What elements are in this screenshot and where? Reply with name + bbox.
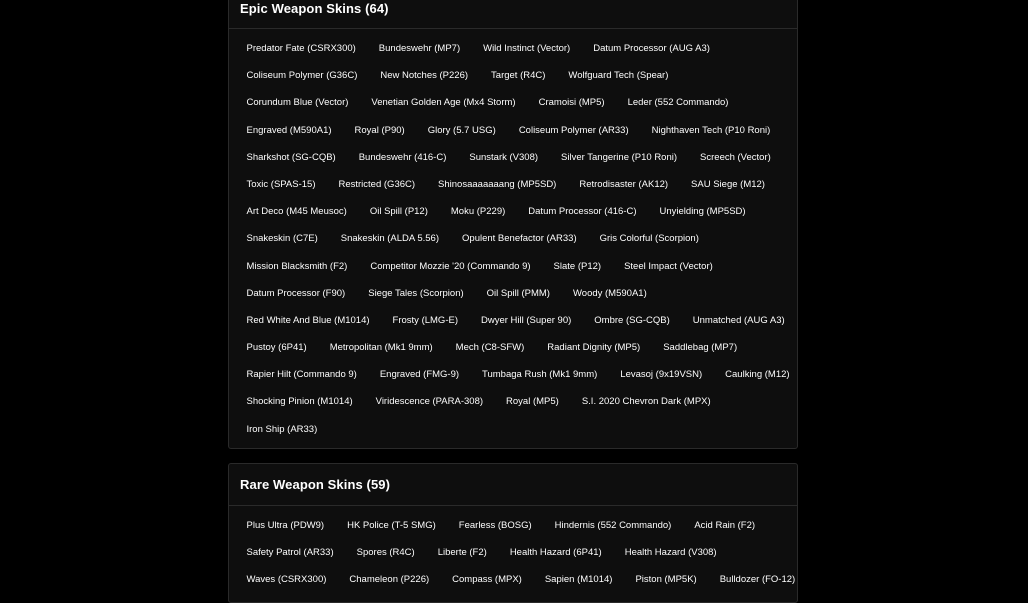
- epic-skin-item[interactable]: Saddlebag (MP7): [663, 342, 738, 354]
- epic-skin-item[interactable]: Dwyer Hill (Super 90): [481, 314, 572, 326]
- epic-skin-item[interactable]: Venetian Golden Age (Mx4 Storm): [371, 97, 516, 109]
- epic-skin-item[interactable]: Steel Impact (Vector): [624, 260, 713, 272]
- rare-skin-item[interactable]: Hindernis (552 Commando): [554, 520, 672, 531]
- rare-skin-item[interactable]: Plus Ultra (PDW9): [246, 520, 325, 531]
- epic-skin-item[interactable]: Rapier Hilt (Commando 9): [246, 369, 357, 381]
- epic-skin-row: [229, 117, 797, 144]
- epic-skin-row: [229, 144, 797, 171]
- epic-skin-row: [229, 253, 797, 280]
- epic-skin-item[interactable]: Royal (P90): [354, 124, 405, 136]
- rare-skin-item[interactable]: Sapien (M1014): [544, 574, 613, 586]
- epic-skin-item[interactable]: Retrodisaster (AK12): [579, 178, 669, 190]
- rare-skin-row: [229, 539, 797, 566]
- rare-skin-item[interactable]: HK Police (T-5 SMG): [347, 520, 436, 531]
- epic-skin-item[interactable]: Datum Processor (416-C): [528, 206, 637, 218]
- rare-skin-item[interactable]: Fearless (BOSG): [458, 520, 532, 531]
- rare-skin-item[interactable]: Piston (MP5K): [635, 574, 697, 586]
- epic-skins-header: [229, 0, 797, 29]
- epic-skin-item[interactable]: Coliseum Polymer (G36C): [246, 70, 358, 82]
- epic-skin-item[interactable]: Coliseum Polymer (AR33): [518, 124, 629, 136]
- epic-skin-item[interactable]: Bundeswehr (MP7): [378, 43, 461, 54]
- epic-skin-item[interactable]: Radiant Dignity (MP5): [547, 342, 641, 354]
- epic-skin-item[interactable]: Red White And Blue (M1014): [246, 314, 370, 326]
- epic-skin-item[interactable]: Viridescence (PARA-308): [375, 396, 484, 408]
- rare-skins-title: Rare Weapon Skins (59): [240, 477, 391, 492]
- epic-skin-row: [229, 35, 797, 62]
- rare-skin-item[interactable]: Health Hazard (V308): [624, 547, 717, 559]
- epic-skin-row: [229, 388, 797, 415]
- epic-skin-row: [229, 416, 797, 443]
- epic-skin-item[interactable]: Sharkshot (SG-CQB): [246, 151, 336, 163]
- epic-skin-item[interactable]: Tumbaga Rush (Mk1 9mm): [482, 369, 598, 381]
- epic-skin-row: [229, 171, 797, 198]
- epic-skin-item[interactable]: Mech (C8-SFW): [455, 342, 525, 354]
- rare-skin-item[interactable]: Chameleon (P226): [349, 574, 430, 586]
- rare-skin-row: [229, 512, 797, 539]
- epic-skin-item[interactable]: Gris Colorful (Scorpion): [599, 233, 699, 245]
- epic-skin-row: [229, 361, 797, 388]
- epic-skin-row: [229, 62, 797, 89]
- epic-skin-item[interactable]: Restricted (G36C): [338, 178, 416, 190]
- epic-skin-row: [229, 89, 797, 116]
- epic-skin-row: [229, 280, 797, 307]
- epic-skin-item[interactable]: Metropolitan (Mk1 9mm): [329, 342, 433, 354]
- rare-skin-item[interactable]: Bulldozer (FO-12): [719, 574, 796, 586]
- epic-skin-item[interactable]: Royal (MP5): [506, 396, 559, 408]
- rare-skins-list: [229, 512, 797, 594]
- rare-skin-item[interactable]: Acid Rain (F2): [694, 520, 756, 531]
- epic-skin-item[interactable]: Pustoy (6P41): [246, 342, 307, 354]
- rare-skin-item[interactable]: Health Hazard (6P41): [509, 547, 602, 559]
- epic-skins-list: [229, 35, 797, 443]
- epic-skin-item[interactable]: Datum Processor (F90): [246, 287, 346, 299]
- epic-skins-title: Epic Weapon Skins (64): [240, 1, 389, 16]
- epic-skin-item[interactable]: Predator Fate (CSRX300): [246, 43, 356, 54]
- epic-skin-item[interactable]: Opulent Benefactor (AR33): [462, 233, 577, 245]
- epic-skin-item[interactable]: Levasoj (9x19VSN): [620, 369, 703, 381]
- epic-skin-row: [229, 198, 797, 225]
- epic-skin-item[interactable]: Wolfguard Tech (Spear): [568, 70, 669, 82]
- epic-skin-item[interactable]: Screech (Vector): [700, 151, 771, 163]
- epic-skin-item[interactable]: Cramoisi (MP5): [538, 97, 605, 109]
- epic-skin-item[interactable]: Datum Processor (AUG A3): [593, 43, 710, 54]
- rare-skin-item[interactable]: Liberte (F2): [437, 547, 487, 559]
- epic-skin-item[interactable]: Corundum Blue (Vector): [246, 97, 349, 109]
- epic-skin-item[interactable]: Bundeswehr (416-C): [358, 151, 447, 163]
- epic-skin-item[interactable]: Wild Instinct (Vector): [483, 43, 571, 54]
- epic-skin-item[interactable]: Leder (552 Commando): [627, 97, 729, 109]
- rare-skins-header: [229, 464, 797, 506]
- epic-skin-item[interactable]: Ombre (SG-CQB): [594, 314, 670, 326]
- epic-skin-item[interactable]: Unmatched (AUG A3): [692, 314, 785, 326]
- epic-skin-item[interactable]: Siege Tales (Scorpion): [368, 287, 464, 299]
- epic-skin-item[interactable]: Competitor Mozzie '20 (Commando 9): [370, 260, 531, 272]
- epic-skin-item[interactable]: Shinosaaaaaaang (MP5SD): [438, 178, 557, 190]
- epic-skin-item[interactable]: Mission Blacksmith (F2): [246, 260, 348, 272]
- epic-skin-item[interactable]: Frosty (LMG-E): [392, 314, 458, 326]
- epic-skin-row: [229, 225, 797, 252]
- epic-skin-item[interactable]: Moku (P229): [450, 206, 506, 218]
- epic-skin-item[interactable]: Oil Spill (P12): [369, 206, 428, 218]
- epic-skin-item[interactable]: Nighthaven Tech (P10 Roni): [651, 124, 771, 136]
- epic-skin-row: [229, 334, 797, 361]
- epic-skin-item[interactable]: Sunstark (V308): [469, 151, 539, 163]
- epic-skin-item[interactable]: SAU Siege (M12): [691, 178, 765, 190]
- epic-skin-item[interactable]: Slate (P12): [553, 260, 602, 272]
- epic-skin-row: [229, 307, 797, 334]
- epic-skin-item[interactable]: Silver Tangerine (P10 Roni): [561, 151, 678, 163]
- epic-skin-item[interactable]: Engraved (FMG-9): [379, 369, 460, 381]
- epic-skin-item[interactable]: Target (R4C): [491, 70, 546, 82]
- epic-skin-item[interactable]: Engraved (M590A1): [246, 124, 332, 136]
- epic-skin-item[interactable]: Unyielding (MP5SD): [659, 206, 746, 218]
- epic-skin-item[interactable]: Toxic (SPAS-15): [246, 178, 316, 190]
- rare-skins-panel: [228, 463, 798, 603]
- epic-skin-item[interactable]: Snakeskin (ALDA 5.56): [340, 233, 440, 245]
- rare-skin-item[interactable]: Safety Patrol (AR33): [246, 547, 334, 559]
- epic-skin-item[interactable]: Woody (M590A1): [572, 287, 647, 299]
- epic-skin-item[interactable]: New Notches (P226): [380, 70, 469, 82]
- epic-skin-item[interactable]: Iron Ship (AR33): [246, 423, 318, 435]
- rare-skin-row: [229, 566, 797, 593]
- epic-skin-item[interactable]: Art Deco (M45 Meusoc): [246, 206, 347, 218]
- rare-skin-item[interactable]: Spores (R4C): [356, 547, 415, 559]
- epic-skin-item[interactable]: Shocking Pinion (M1014): [246, 396, 353, 408]
- epic-skin-item[interactable]: Snakeskin (C7E): [246, 233, 318, 245]
- rare-skin-item[interactable]: Compass (MPX): [452, 574, 522, 586]
- epic-skin-item[interactable]: Caulking (M12): [725, 369, 790, 381]
- epic-skin-item[interactable]: Oil Spill (PMM): [486, 287, 550, 299]
- rare-skin-item[interactable]: Waves (CSRX300): [246, 574, 327, 586]
- epic-skin-item[interactable]: S.I. 2020 Chevron Dark (MPX): [581, 396, 711, 408]
- epic-skin-item[interactable]: Glory (5.7 USG): [427, 124, 496, 136]
- epic-skins-panel: [228, 0, 798, 449]
